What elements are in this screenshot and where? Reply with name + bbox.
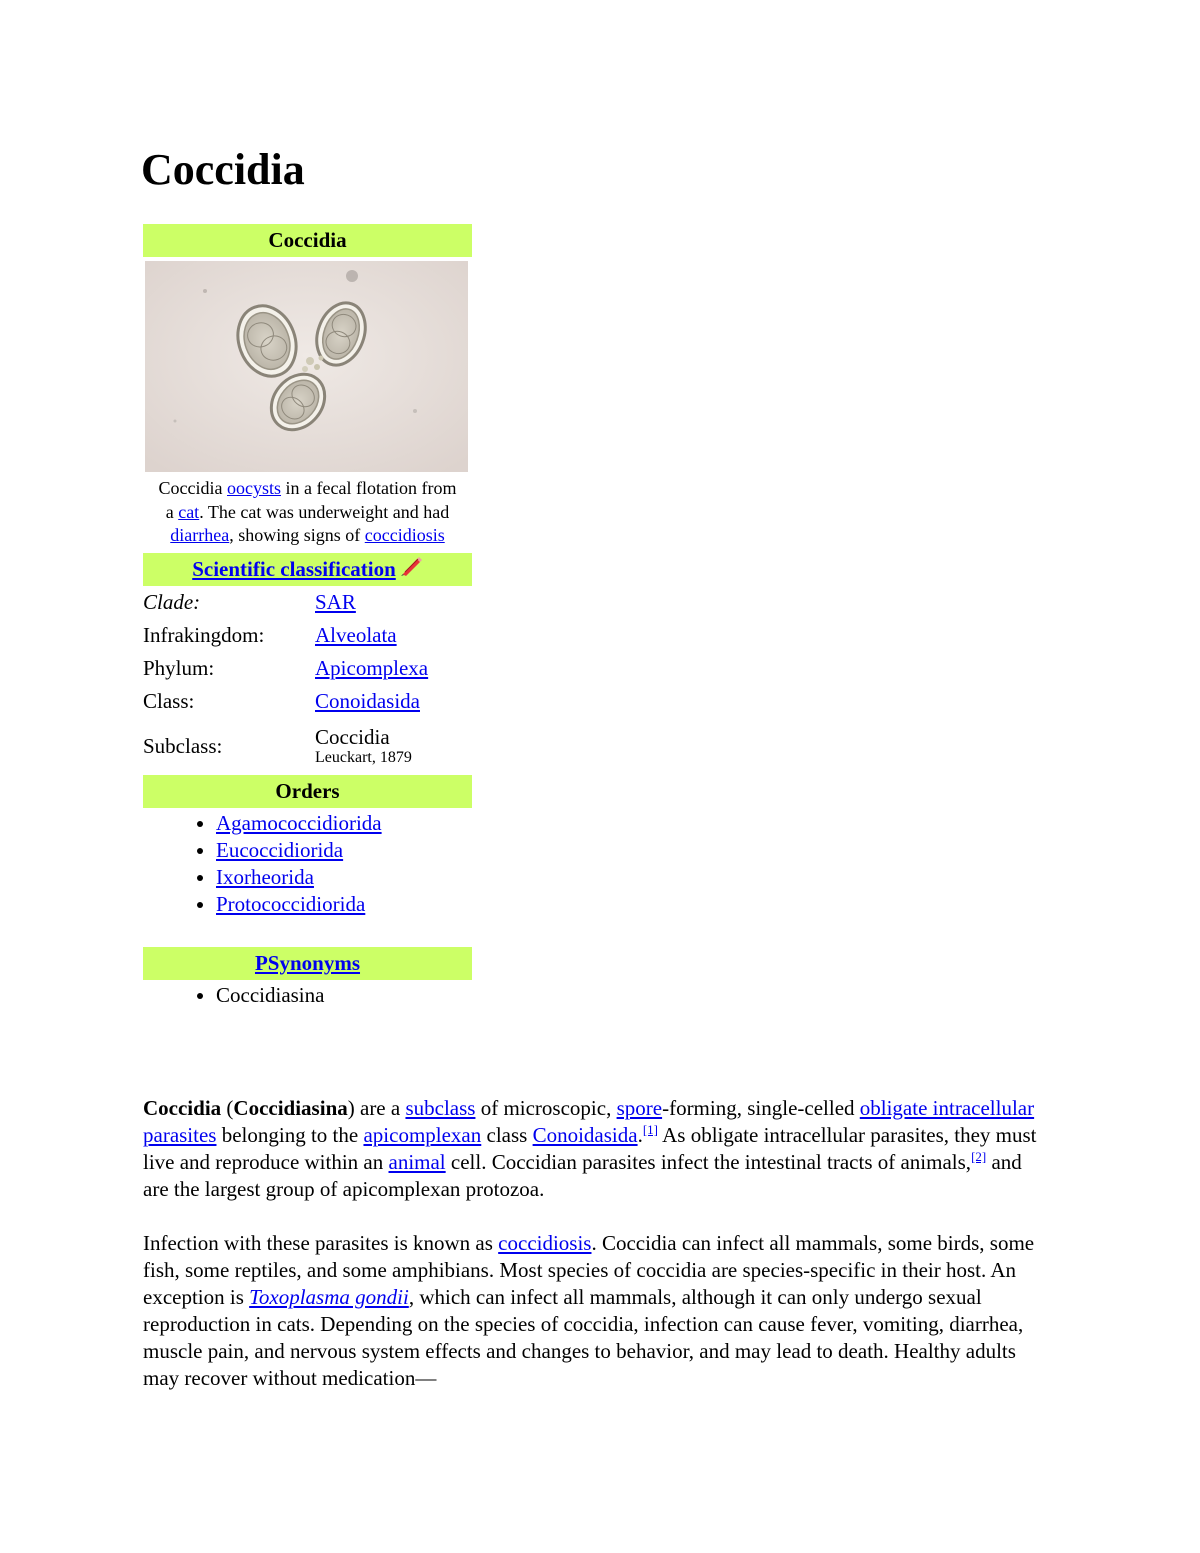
link-conoidasida[interactable]: Conoidasida: [532, 1123, 638, 1147]
taxo-row-phylum: [143, 652, 472, 685]
list-item: • Coccidiasina: [216, 982, 472, 1009]
taxo-row-infrakingdom: [143, 619, 472, 652]
reference-1[interactable]: [1]: [642, 1122, 659, 1137]
link-apicomplexan[interactable]: apicomplexan: [363, 1123, 482, 1147]
text: (: [221, 1096, 234, 1120]
taxo-label: Infrakingdom:: [143, 623, 265, 647]
classification-header: [143, 553, 472, 586]
paragraph-infection: [143, 1230, 1043, 1392]
synonyms-link[interactable]: PSynonyms: [254, 950, 361, 975]
bold-term: Coccidiasina: [233, 1096, 348, 1120]
link-cat[interactable]: cat: [178, 501, 200, 522]
link-diarrhea[interactable]: diarrhea: [170, 525, 230, 545]
taxo-value: [315, 718, 472, 775]
list-item: [216, 864, 472, 891]
link-subclass[interactable]: subclass: [405, 1096, 476, 1120]
caption-text: in a fecal flotation from a: [165, 478, 457, 522]
infobox-header: Coccidia: [143, 224, 472, 257]
taxo-value[interactable]: [315, 586, 472, 619]
orders-header: Orders: [143, 775, 472, 808]
taxon-authority: Leuckart, 1879: [315, 749, 412, 766]
taxo-label: Class:: [143, 689, 195, 713]
link-coccidiosis[interactable]: coccidiosis: [498, 1231, 592, 1255]
text: Infection with these parasites is known as: [143, 1231, 499, 1255]
bold-term: Coccidia: [143, 1096, 222, 1120]
taxo-value[interactable]: [315, 685, 472, 718]
oocysts-micrograph[interactable]: [145, 261, 468, 472]
link-toxoplasma-gondii[interactable]: Toxoplasma gondii: [249, 1285, 409, 1309]
text: class: [481, 1123, 533, 1147]
taxo-label: Phylum:: [143, 656, 215, 680]
orders-list: [143, 810, 472, 918]
synonyms-list: [143, 982, 472, 1009]
taxo-value[interactable]: [315, 652, 472, 685]
article-body: [143, 1095, 1043, 1419]
image-caption: [143, 472, 472, 553]
text: belonging to the: [216, 1123, 364, 1147]
caption-text: , showing signs of: [229, 525, 365, 545]
taxo-row-subclass: [143, 718, 472, 775]
link-conoidasida[interactable]: Conoidasida: [315, 689, 420, 713]
text: of microscopic,: [475, 1096, 617, 1120]
subclass-name: Coccidia: [315, 725, 390, 749]
text: As obligate intracellular parasites, they must live and reproduce within an: [143, 1123, 1037, 1174]
taxo-row-class: [143, 685, 472, 718]
synonyms-header: [143, 947, 472, 980]
text: ) are a: [347, 1096, 406, 1120]
reference-2[interactable]: [2]: [971, 1149, 987, 1164]
list-item: [216, 891, 472, 918]
taxo-label: Clade:: [143, 590, 201, 614]
text: cell. Coccidian parasites infect the intestinal tracts of animals,: [445, 1150, 972, 1174]
scientific-classification-link[interactable]: Scientific classification: [192, 556, 396, 581]
caption-text: Coccidia: [158, 478, 228, 498]
text: and are the largest group of apicomplexan protozoa.: [143, 1150, 1022, 1201]
link-protococcidiorida[interactable]: Protococcidiorida: [216, 891, 366, 916]
link-alveolata[interactable]: Alveolata: [315, 623, 397, 647]
taxobox: [143, 224, 472, 1009]
link-ixorheorida[interactable]: Ixorheorida: [216, 864, 314, 889]
text: . Coccidia can infect all mammals, some birds, some fish, some reptiles, and some amphibians. Most species of coccidia are species-specific in their host. An exception is: [143, 1231, 1035, 1309]
link-coccidiosis[interactable]: coccidiosis: [364, 525, 445, 545]
link-eucoccidiorida[interactable]: Eucoccidiorida: [216, 837, 344, 862]
page-title: Coccidia: [141, 145, 305, 194]
link-oocysts[interactable]: oocysts: [227, 478, 282, 498]
link-sar[interactable]: SAR: [315, 590, 356, 614]
text: .: [637, 1123, 643, 1147]
list-item: [216, 837, 472, 864]
taxo-row-clade: [143, 586, 472, 619]
taxo-value[interactable]: [315, 619, 472, 652]
link-animal[interactable]: animal: [388, 1150, 446, 1174]
link-agamococcidiorida[interactable]: Agamococcidiorida: [216, 810, 382, 835]
text: -forming, single-celled: [662, 1096, 860, 1120]
caption-text: . The cat was underweight and had: [199, 501, 450, 522]
taxo-label: Subclass:: [143, 734, 223, 758]
list-item: [216, 810, 472, 837]
link-apicomplexa[interactable]: Apicomplexa: [315, 656, 429, 680]
taxonomy-table: [143, 586, 472, 775]
link-obligate-intracellular-parasites[interactable]: obligate intracellular parasites: [143, 1096, 1035, 1147]
paragraph-intro: [143, 1095, 1043, 1203]
text: , which can infect all mammals, although it can only undergo sexual reproduction in cats. Depending on the species of coccidia, infection can cause fever, vomiting, diarrhea, muscle pain, and nervous system effects and changes to behavior, and may lead to death. Healthy adults may recover without medication—: [143, 1285, 1024, 1390]
pencil-icon[interactable]: [399, 554, 423, 587]
link-spore[interactable]: spore: [616, 1096, 663, 1120]
